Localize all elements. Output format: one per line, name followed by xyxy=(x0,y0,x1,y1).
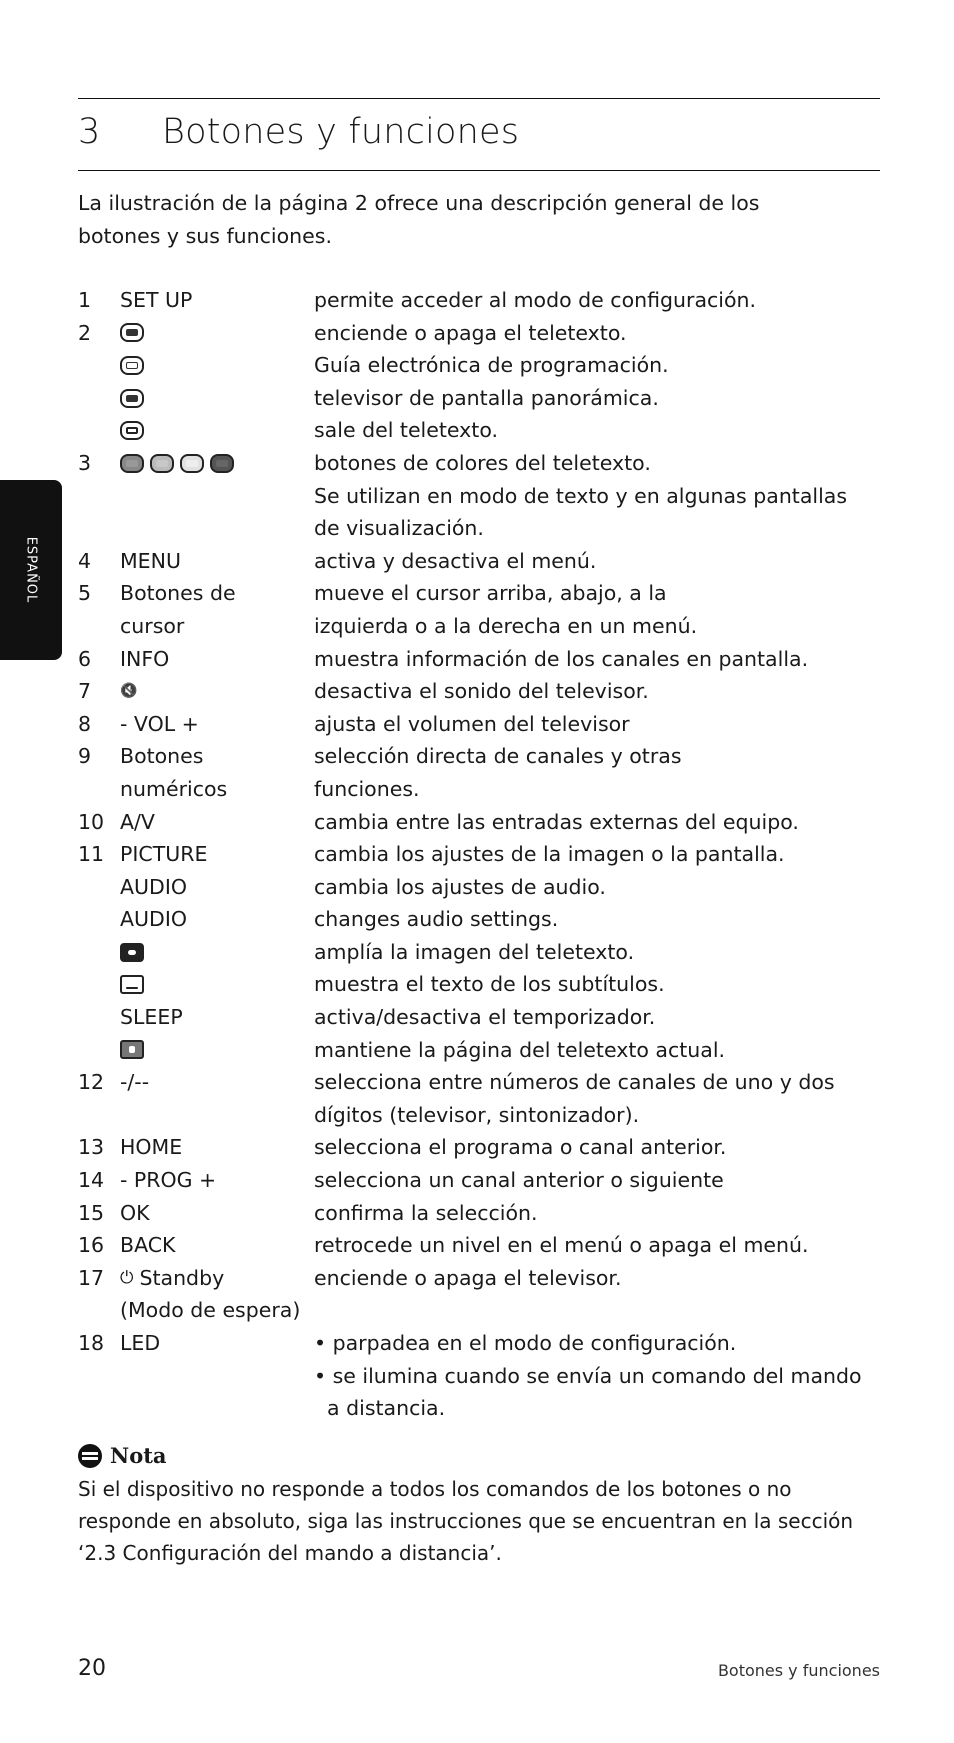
item-key-label: SLEEP xyxy=(120,1005,183,1030)
item-description: permite acceder al modo de configuración. xyxy=(314,288,757,312)
button-function-list xyxy=(78,284,898,1425)
item-description: desactiva el sonido del televisor. xyxy=(314,679,649,704)
item-description: sale del teletexto. xyxy=(314,418,499,443)
item-number xyxy=(78,1360,120,1393)
zoom-icon xyxy=(120,943,144,962)
list-item xyxy=(78,1229,898,1262)
item-key xyxy=(120,806,314,839)
list-item xyxy=(78,349,898,382)
item-key-label: Standby xyxy=(139,1265,225,1290)
item-key xyxy=(120,675,314,708)
item-key xyxy=(120,871,314,904)
item-key xyxy=(120,480,314,513)
item-key-label: INFO xyxy=(120,646,170,671)
item-key xyxy=(120,1229,314,1262)
list-item xyxy=(78,284,898,317)
list-item xyxy=(78,480,898,513)
item-key xyxy=(120,317,314,350)
item-key xyxy=(120,1392,314,1425)
list-item xyxy=(78,610,898,643)
item-key xyxy=(120,643,314,676)
item-key-label: MENU xyxy=(120,548,181,573)
item-description: retrocede un nivel en el menú o apaga el menú. xyxy=(314,1233,809,1258)
teletext-icon xyxy=(120,323,144,342)
item-number xyxy=(78,968,120,1001)
item-number: 10 xyxy=(78,809,105,834)
item-description: activa y desactiva el menú. xyxy=(314,548,597,573)
item-number: 18 xyxy=(78,1331,105,1355)
item-description: selecciona entre números de canales de uno y dos xyxy=(314,1070,835,1095)
item-number xyxy=(78,1034,120,1067)
item-key-label: -/-- xyxy=(120,1070,150,1095)
mute-icon: 🔇 xyxy=(120,683,137,700)
item-number: 7 xyxy=(78,679,92,704)
list-item xyxy=(78,512,898,545)
note-title: Nota xyxy=(110,1443,167,1468)
list-item xyxy=(78,1197,898,1230)
item-description: ajusta el volumen del televisor xyxy=(314,711,630,736)
item-number xyxy=(78,480,120,513)
item-description: selecciona el programa o canal anterior. xyxy=(314,1135,727,1160)
list-item xyxy=(78,1131,898,1164)
list-item xyxy=(78,675,898,708)
item-key xyxy=(120,610,314,643)
item-description: mueve el cursor arriba, abajo, a la xyxy=(314,581,667,606)
hold-icon xyxy=(120,1040,144,1059)
list-item xyxy=(78,740,898,773)
list-item xyxy=(78,1099,898,1132)
item-number: 17 xyxy=(78,1265,105,1290)
footer-section-title: Botones y funciones xyxy=(717,1661,880,1680)
list-item xyxy=(78,1294,898,1327)
chapter-title: Botones y funciones xyxy=(162,112,520,152)
item-description: funciones. xyxy=(314,776,420,801)
item-key xyxy=(120,1327,314,1360)
item-number: 4 xyxy=(78,548,92,573)
item-key-label: cursor xyxy=(120,613,185,638)
list-item xyxy=(78,1034,898,1067)
item-key-label: HOME xyxy=(120,1135,183,1160)
item-number xyxy=(78,512,120,545)
item-key xyxy=(120,903,314,936)
item-description: dígitos (televisor, sintonizador). xyxy=(314,1102,640,1127)
list-item xyxy=(78,414,898,447)
item-key xyxy=(120,1099,314,1132)
item-number: 16 xyxy=(78,1233,105,1258)
item-description: confirma la selección. xyxy=(314,1200,538,1225)
teletext-exit-icon xyxy=(120,421,144,440)
item-key-label: BACK xyxy=(120,1233,176,1258)
item-number xyxy=(78,1001,120,1034)
item-key-label: OK xyxy=(120,1200,150,1225)
intro-paragraph: La ilustración de la página 2 ofrece una descripción general de los botones y sus funciones. xyxy=(78,191,760,248)
item-number: 3 xyxy=(78,450,92,475)
item-key xyxy=(120,512,314,545)
item-description: Se utilizan en modo de texto y en algunas pantallas xyxy=(314,483,848,508)
item-description: changes audio settings. xyxy=(314,907,559,932)
item-key xyxy=(120,382,314,415)
color-button-1-icon xyxy=(120,454,144,473)
item-number: 5 xyxy=(78,581,92,606)
language-tab-label: ESPAÑOL xyxy=(23,536,39,604)
item-key xyxy=(120,708,314,741)
item-number xyxy=(78,936,120,969)
item-key xyxy=(120,545,314,578)
language-tab xyxy=(0,480,62,660)
item-description: • parpadea en el modo de configuración. xyxy=(314,1331,737,1355)
chapter-number: 3 xyxy=(78,112,101,152)
item-number: 13 xyxy=(78,1135,105,1160)
item-number: 2 xyxy=(78,320,92,345)
item-key-label: LED xyxy=(120,1331,161,1355)
item-key xyxy=(120,447,314,480)
item-key-label: SET UP xyxy=(120,288,193,312)
item-key xyxy=(120,936,314,969)
item-number: 14 xyxy=(78,1168,105,1193)
list-item xyxy=(78,1001,898,1034)
color-button-3-icon xyxy=(180,454,204,473)
item-number xyxy=(78,1294,120,1327)
item-key-label: numéricos xyxy=(120,776,228,801)
list-item xyxy=(78,1360,898,1393)
item-key-label: (Modo de espera) xyxy=(120,1298,301,1323)
subtitle-icon xyxy=(120,975,144,994)
item-number: 6 xyxy=(78,646,92,671)
item-number xyxy=(78,382,120,415)
note-icon xyxy=(78,1444,102,1468)
item-description: • se ilumina cuando se envía un comando del mando xyxy=(314,1363,862,1388)
item-number: 1 xyxy=(78,288,92,312)
item-key xyxy=(120,577,314,610)
item-description: mantiene la página del teletexto actual. xyxy=(314,1037,726,1062)
list-item xyxy=(78,871,898,904)
item-key xyxy=(120,414,314,447)
note-heading xyxy=(78,1443,167,1468)
standby-icon: ⏻ xyxy=(120,1267,134,1288)
list-item xyxy=(78,903,898,936)
item-key-label: Botones de xyxy=(120,581,236,606)
item-key xyxy=(120,1001,314,1034)
item-description: enciende o apaga el teletexto. xyxy=(314,320,627,345)
item-number xyxy=(78,414,120,447)
list-item xyxy=(78,317,898,350)
item-description: amplía la imagen del teletexto. xyxy=(314,939,635,964)
item-description: Guía electrónica de programación. xyxy=(314,353,669,378)
item-key xyxy=(120,1262,314,1295)
item-number: 9 xyxy=(78,744,92,769)
item-description: cambia los ajustes de la imagen o la pantalla. xyxy=(314,842,785,867)
list-item xyxy=(78,968,898,1001)
widescreen-icon xyxy=(120,389,144,408)
item-description: enciende o apaga el televisor. xyxy=(314,1265,622,1290)
list-item xyxy=(78,643,898,676)
item-description: izquierda o a la derecha en un menú. xyxy=(314,613,698,638)
item-description: televisor de pantalla panorámica. xyxy=(314,385,659,410)
list-item xyxy=(78,936,898,969)
list-item xyxy=(78,382,898,415)
list-item xyxy=(78,773,898,806)
item-number xyxy=(78,871,120,904)
list-item xyxy=(78,577,898,610)
note-text: Si el dispositivo no responde a todos los comandos de los botones o no responde en absoluto, siga las instrucciones que se encuentran en la sección ‘2.3 Configuración del mando a distancia’. xyxy=(78,1477,854,1565)
item-key-label: - PROG + xyxy=(120,1168,217,1193)
item-key xyxy=(120,1360,314,1393)
page-number: 20 xyxy=(78,1656,106,1681)
item-key xyxy=(120,1066,314,1099)
item-description: botones de colores del teletexto. xyxy=(314,450,651,475)
item-key-label: AUDIO xyxy=(120,907,187,932)
item-key xyxy=(120,1197,314,1230)
item-description: activa/desactiva el temporizador. xyxy=(314,1005,656,1030)
item-key-label: A/V xyxy=(120,809,155,834)
item-key xyxy=(120,284,314,317)
item-number: 15 xyxy=(78,1200,105,1225)
item-key xyxy=(120,1294,314,1327)
item-description: a distancia. xyxy=(314,1396,446,1421)
list-item xyxy=(78,1392,898,1425)
item-number xyxy=(78,773,120,806)
list-item xyxy=(78,1164,898,1197)
item-key xyxy=(120,349,314,382)
header-rule-top xyxy=(78,98,880,99)
color-button-4-icon xyxy=(210,454,234,473)
list-item xyxy=(78,1066,898,1099)
chapter-heading xyxy=(78,108,880,156)
list-item xyxy=(78,1262,898,1295)
item-number xyxy=(78,1099,120,1132)
item-description xyxy=(314,1294,898,1327)
list-item xyxy=(78,447,898,480)
item-key xyxy=(120,838,314,871)
item-number: 8 xyxy=(78,711,92,736)
list-item xyxy=(78,838,898,871)
item-description: selección directa de canales y otras xyxy=(314,744,682,769)
header-rule-bottom xyxy=(78,170,880,171)
item-number: 11 xyxy=(78,842,105,867)
item-key xyxy=(120,968,314,1001)
item-description: muestra el texto de los subtítulos. xyxy=(314,972,665,997)
item-description: de visualización. xyxy=(314,516,484,541)
guide-icon xyxy=(120,356,144,375)
item-key xyxy=(120,1131,314,1164)
item-key xyxy=(120,1164,314,1197)
item-number xyxy=(78,610,120,643)
item-number: 12 xyxy=(78,1070,105,1095)
list-item xyxy=(78,806,898,839)
list-item xyxy=(78,545,898,578)
list-item xyxy=(78,708,898,741)
item-key-label: PICTURE xyxy=(120,842,208,867)
item-description: selecciona un canal anterior o siguiente xyxy=(314,1168,724,1193)
color-button-2-icon xyxy=(150,454,174,473)
item-key xyxy=(120,773,314,806)
list-item xyxy=(78,1327,898,1360)
item-number xyxy=(78,903,120,936)
item-key xyxy=(120,1034,314,1067)
item-description: cambia los ajustes de audio. xyxy=(314,874,606,899)
item-key xyxy=(120,740,314,773)
item-key-label: AUDIO xyxy=(120,874,187,899)
item-key-label: Botones xyxy=(120,744,204,769)
item-description: muestra información de los canales en pantalla. xyxy=(314,646,809,671)
item-key-label: - VOL + xyxy=(120,711,199,736)
item-number xyxy=(78,1392,120,1425)
item-number xyxy=(78,349,120,382)
item-description: cambia entre las entradas externas del equipo. xyxy=(314,809,799,834)
